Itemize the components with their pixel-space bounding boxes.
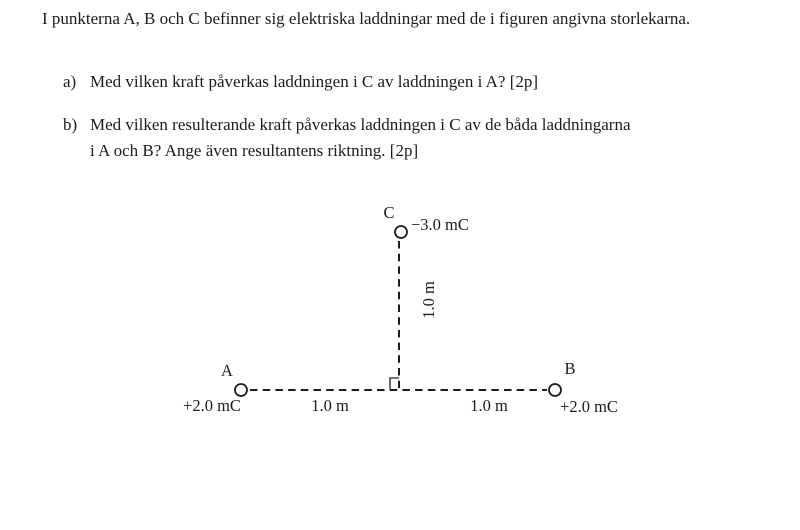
question-a-label: a) bbox=[63, 72, 77, 91]
question-b-line-1: Med vilken resulterande kraft påverkas laddningen i C av de båda laddningarna bbox=[90, 115, 631, 134]
question-b-line-2: i A och B? Ange även resultantens riktning. [2p] bbox=[90, 141, 419, 160]
distance-mid-to-c-label: 1.0 m bbox=[419, 281, 438, 319]
point-b-marker bbox=[549, 384, 561, 396]
problem-statement: I punkterna A, B och C befinner sig elektriska laddningar med de i figuren angivna storlekarna. bbox=[42, 9, 691, 28]
point-a-marker bbox=[235, 384, 247, 396]
question-b-label: b) bbox=[63, 115, 78, 134]
question-a-line-1: Med vilken kraft påverkas laddningen i C av laddningen i A? [2p] bbox=[90, 72, 539, 91]
point-c-label: C bbox=[383, 203, 395, 222]
point-b-label: B bbox=[564, 359, 576, 378]
distance-mid-to-b-label: 1.0 m bbox=[470, 396, 508, 415]
distance-a-to-mid-label: 1.0 m bbox=[311, 396, 349, 415]
point-c-marker bbox=[395, 226, 407, 238]
point-a-label: A bbox=[221, 361, 233, 380]
charge-a-value: +2.0 mC bbox=[183, 396, 241, 415]
right-angle-mark bbox=[390, 378, 399, 389]
charge-c-value: −3.0 mC bbox=[411, 215, 469, 234]
charge-b-value: +2.0 mC bbox=[560, 397, 618, 416]
